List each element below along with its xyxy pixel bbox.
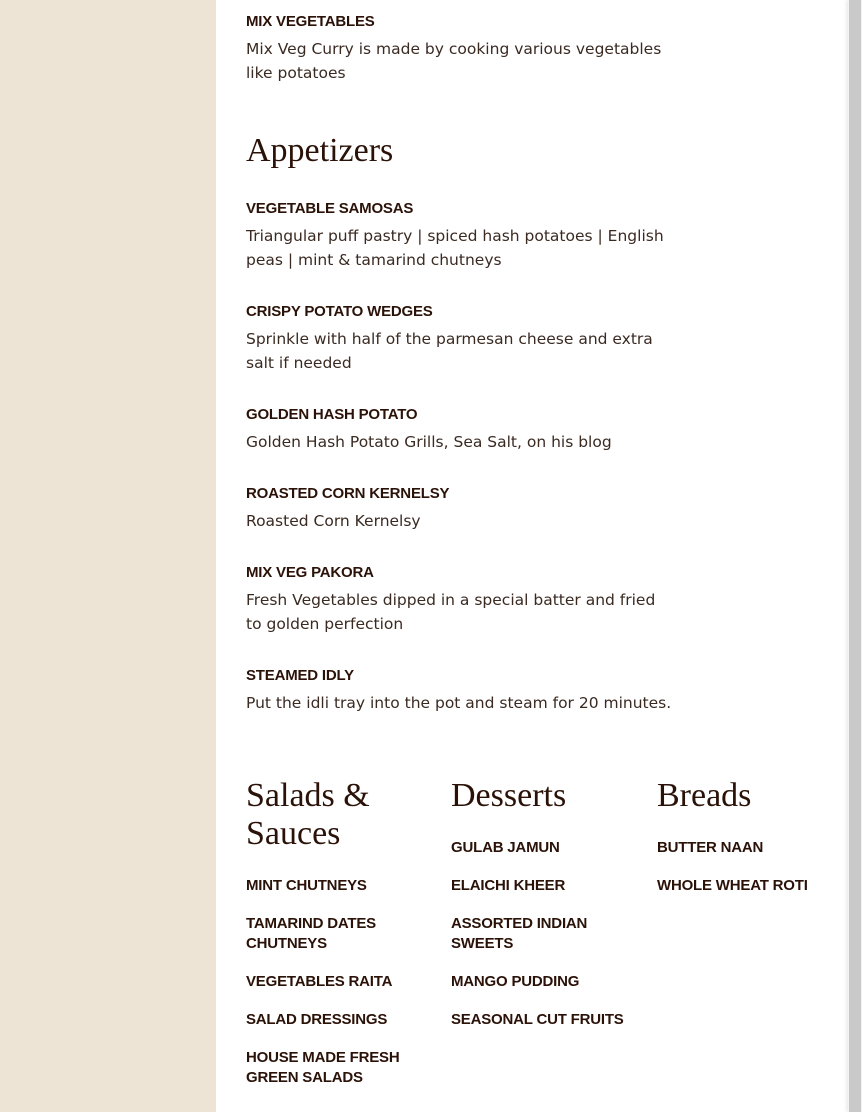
menu-item-name: SEASONAL CUT FRUITS xyxy=(451,1011,624,1028)
menu-item xyxy=(246,666,686,715)
section-title-appetizers: Appetizers xyxy=(246,132,394,169)
menu-item-name: HOUSE MADE FRESH GREEN SALADS xyxy=(246,1049,400,1086)
menu-item-name: WHOLE WHEAT ROTI xyxy=(657,877,808,894)
menu-item-name: STEAMED IDLY xyxy=(246,667,354,684)
desserts-column xyxy=(451,777,631,1028)
menu-item xyxy=(246,563,666,636)
menu-item-description: Golden Hash Potato Grills, Sea Salt, on his blog xyxy=(246,433,612,451)
section-title-salads: Salads & Sauces xyxy=(246,777,370,852)
menu-item xyxy=(246,484,666,533)
menu-item-name: GOLDEN HASH POTATO xyxy=(246,406,418,423)
menu-item-name: VEGETABLE SAMOSAS xyxy=(246,200,414,217)
menu-item xyxy=(246,199,666,272)
menu-item-description: Triangular puff pastry | spiced hash potatoes | English peas | mint & tamarind chutneys xyxy=(246,227,664,269)
menu-item xyxy=(246,302,666,375)
menu-item-name: TAMARIND DATES CHUTNEYS xyxy=(246,915,376,952)
breads-column xyxy=(657,777,837,894)
menu-item-name: MIX VEG PAKORA xyxy=(246,564,374,581)
menu-item-name: CRISPY POTATO WEDGES xyxy=(246,303,433,320)
menu-item-description: Put the idli tray into the pot and steam for 20 minutes. xyxy=(246,694,672,712)
menu-item-name: ELAICHI KHEER xyxy=(451,877,566,894)
left-side-panel xyxy=(0,0,216,1112)
salads-column xyxy=(246,777,421,1086)
menu-item-mix-vegetables xyxy=(246,12,666,85)
section-title-desserts: Desserts xyxy=(451,777,567,814)
menu-item-name: MINT CHUTNEYS xyxy=(246,877,367,894)
scrollbar-thumb[interactable] xyxy=(849,0,861,1112)
menu-item-name: BUTTER NAAN xyxy=(657,839,764,856)
menu-item-name: GULAB JAMUN xyxy=(451,839,560,856)
menu-item-name: VEGETABLES RAITA xyxy=(246,973,393,990)
menu-item-name: SALAD DRESSINGS xyxy=(246,1011,388,1028)
menu-item-description: Roasted Corn Kernelsy xyxy=(246,512,421,530)
menu-item-name: MIX VEGETABLES xyxy=(246,13,375,30)
menu-item-description: Fresh Vegetables dipped in a special batter and fried to golden perfection xyxy=(246,591,656,633)
menu-item-name: ROASTED CORN KERNELSY xyxy=(246,485,450,502)
menu-item-name: MANGO PUDDING xyxy=(451,973,580,990)
menu-item-description: Mix Veg Curry is made by cooking various vegetables like potatoes xyxy=(246,40,662,82)
section-title-breads: Breads xyxy=(657,777,752,814)
menu-item-description: Sprinkle with half of the parmesan cheese and extra salt if needed xyxy=(246,330,653,372)
menu-item-name: ASSORTED INDIAN SWEETS xyxy=(451,915,588,952)
menu-item xyxy=(246,405,686,454)
